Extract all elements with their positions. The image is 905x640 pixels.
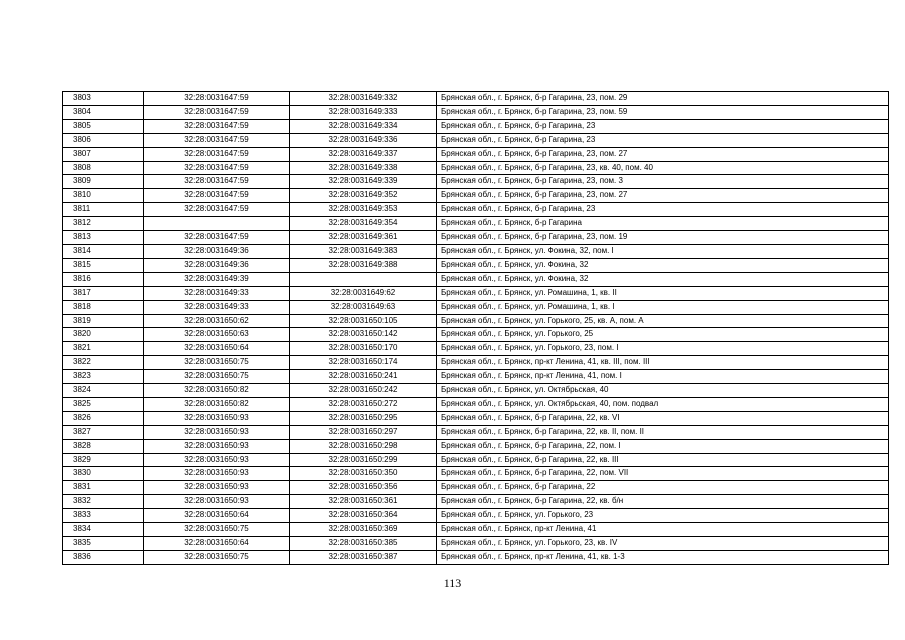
- object-cadastral-number-cell: 32:28:0031649:388: [290, 258, 437, 272]
- object-cadastral-number-cell: 32:28:0031649:337: [290, 147, 437, 161]
- address-cell: Брянская обл., г. Брянск, ул. Фокина, 32, пом. I: [437, 244, 889, 258]
- address-cell: Брянская обл., г. Брянск, пр-кт Ленина, 41: [437, 523, 889, 537]
- parcel-cadastral-number-cell: 32:28:0031650:63: [144, 328, 290, 342]
- object-cadastral-number-cell: 32:28:0031650:170: [290, 342, 437, 356]
- address-cell: Брянская обл., г. Брянск, ул. Ромашина, 1, кв. I: [437, 300, 889, 314]
- parcel-cadastral-number-cell: 32:28:0031650:93: [144, 453, 290, 467]
- address-cell: Брянская обл., г. Брянск, б-р Гагарина, 22: [437, 481, 889, 495]
- table-row: [63, 467, 889, 481]
- address-cell: Брянская обл., г. Брянск, б-р Гагарина, 23, пом. 29: [437, 92, 889, 106]
- table-row: [63, 481, 889, 495]
- object-cadastral-number-cell: 32:28:0031650:174: [290, 356, 437, 370]
- parcel-cadastral-number-cell: 32:28:0031650:93: [144, 495, 290, 509]
- object-cadastral-number-cell: 32:28:0031649:63: [290, 300, 437, 314]
- parcel-cadastral-number-cell: 32:28:0031650:62: [144, 314, 290, 328]
- row-number-cell: 3806: [63, 133, 144, 147]
- object-cadastral-number-cell: 32:28:0031650:272: [290, 397, 437, 411]
- table-row: [63, 286, 889, 300]
- address-cell: Брянская обл., г. Брянск, ул. Ромашина, 1, кв. II: [437, 286, 889, 300]
- address-cell: Брянская обл., г. Брянск, пр-кт Ленина, 41, кв. 1-3: [437, 550, 889, 564]
- page-number: 113: [443, 576, 462, 590]
- row-number-cell: 3822: [63, 356, 144, 370]
- row-number-cell: 3828: [63, 439, 144, 453]
- parcel-cadastral-number-cell: 32:28:0031649:39: [144, 272, 290, 286]
- parcel-cadastral-number-cell: 32:28:0031650:93: [144, 467, 290, 481]
- address-cell: Брянская обл., г. Брянск, б-р Гагарина, 23: [437, 203, 889, 217]
- object-cadastral-number-cell: 32:28:0031649:338: [290, 161, 437, 175]
- row-number-cell: 3809: [63, 175, 144, 189]
- address-cell: Брянская обл., г. Брянск, ул. Горького, 25, кв. А, пом. А: [437, 314, 889, 328]
- parcel-cadastral-number-cell: 32:28:0031647:59: [144, 161, 290, 175]
- object-cadastral-number-cell: [290, 272, 437, 286]
- parcel-cadastral-number-cell: 32:28:0031649:33: [144, 286, 290, 300]
- row-number-cell: 3820: [63, 328, 144, 342]
- address-cell: Брянская обл., г. Брянск, б-р Гагарина, 23, кв. 40, пом. 40: [437, 161, 889, 175]
- object-cadastral-number-cell: 32:28:0031649:339: [290, 175, 437, 189]
- parcel-cadastral-number-cell: 32:28:0031650:93: [144, 411, 290, 425]
- address-cell: Брянская обл., г. Брянск, ул. Октябрьская, 40: [437, 384, 889, 398]
- parcel-cadastral-number-cell: 32:28:0031647:59: [144, 147, 290, 161]
- table-row: [63, 217, 889, 231]
- object-cadastral-number-cell: 32:28:0031650:297: [290, 425, 437, 439]
- row-number-cell: 3826: [63, 411, 144, 425]
- object-cadastral-number-cell: 32:28:0031649:333: [290, 105, 437, 119]
- row-number-cell: 3832: [63, 495, 144, 509]
- table-row: [63, 523, 889, 537]
- row-number-cell: 3813: [63, 231, 144, 245]
- row-number-cell: 3824: [63, 384, 144, 398]
- address-cell: Брянская обл., г. Брянск, ул. Горького, 23, кв. IV: [437, 537, 889, 551]
- address-cell: Брянская обл., г. Брянск, б-р Гагарина, 22, кв. VI: [437, 411, 889, 425]
- object-cadastral-number-cell: 32:28:0031650:387: [290, 550, 437, 564]
- parcel-cadastral-number-cell: 32:28:0031647:59: [144, 231, 290, 245]
- object-cadastral-number-cell: 32:28:0031649:62: [290, 286, 437, 300]
- table-row: [63, 119, 889, 133]
- row-number-cell: 3810: [63, 189, 144, 203]
- row-number-cell: 3827: [63, 425, 144, 439]
- row-number-cell: 3818: [63, 300, 144, 314]
- table-row: [63, 397, 889, 411]
- table-row: [63, 272, 889, 286]
- address-cell: Брянская обл., г. Брянск, б-р Гагарина, 22, кв. II, пом. II: [437, 425, 889, 439]
- object-cadastral-number-cell: 32:28:0031649:354: [290, 217, 437, 231]
- row-number-cell: 3821: [63, 342, 144, 356]
- table-row: [63, 342, 889, 356]
- row-number-cell: 3833: [63, 509, 144, 523]
- object-cadastral-number-cell: 32:28:0031650:369: [290, 523, 437, 537]
- row-number-cell: 3835: [63, 537, 144, 551]
- parcel-cadastral-number-cell: 32:28:0031649:36: [144, 244, 290, 258]
- row-number-cell: 3836: [63, 550, 144, 564]
- row-number-cell: 3817: [63, 286, 144, 300]
- address-cell: Брянская обл., г. Брянск, б-р Гагарина, 22, кв. III: [437, 453, 889, 467]
- address-cell: Брянская обл., г. Брянск, б-р Гагарина, 23, пом. 19: [437, 231, 889, 245]
- address-cell: Брянская обл., г. Брянск, б-р Гагарина, 22, пом. VII: [437, 467, 889, 481]
- table-row: [63, 425, 889, 439]
- address-cell: Брянская обл., г. Брянск, б-р Гагарина, 23: [437, 119, 889, 133]
- object-cadastral-number-cell: 32:28:0031650:242: [290, 384, 437, 398]
- object-cadastral-number-cell: 32:28:0031649:336: [290, 133, 437, 147]
- table-row: [63, 495, 889, 509]
- table-row: [63, 509, 889, 523]
- row-number-cell: 3830: [63, 467, 144, 481]
- parcel-cadastral-number-cell: 32:28:0031647:59: [144, 105, 290, 119]
- object-cadastral-number-cell: 32:28:0031649:383: [290, 244, 437, 258]
- row-number-cell: 3825: [63, 397, 144, 411]
- row-number-cell: 3834: [63, 523, 144, 537]
- table-row: [63, 189, 889, 203]
- table-row: [63, 411, 889, 425]
- address-cell: Брянская обл., г. Брянск, ул. Горького, 23: [437, 509, 889, 523]
- address-cell: Брянская обл., г. Брянск, б-р Гагарина, 22, кв. б/н: [437, 495, 889, 509]
- object-cadastral-number-cell: 32:28:0031650:142: [290, 328, 437, 342]
- parcel-cadastral-number-cell: 32:28:0031650:75: [144, 550, 290, 564]
- parcel-cadastral-number-cell: [144, 217, 290, 231]
- address-cell: Брянская обл., г. Брянск, пр-кт Ленина, 41, кв. III, пом. III: [437, 356, 889, 370]
- object-cadastral-number-cell: 32:28:0031649:332: [290, 92, 437, 106]
- row-number-cell: 3815: [63, 258, 144, 272]
- parcel-cadastral-number-cell: 32:28:0031650:82: [144, 397, 290, 411]
- parcel-cadastral-number-cell: 32:28:0031649:33: [144, 300, 290, 314]
- parcel-cadastral-number-cell: 32:28:0031650:75: [144, 370, 290, 384]
- object-cadastral-number-cell: 32:28:0031649:361: [290, 231, 437, 245]
- address-cell: Брянская обл., г. Брянск, пр-кт Ленина, 41, пом. I: [437, 370, 889, 384]
- table-row: [63, 439, 889, 453]
- parcel-cadastral-number-cell: 32:28:0031650:75: [144, 523, 290, 537]
- table-row: [63, 92, 889, 106]
- table-row: [63, 133, 889, 147]
- object-cadastral-number-cell: 32:28:0031650:364: [290, 509, 437, 523]
- table-row: [63, 537, 889, 551]
- table-row: [63, 384, 889, 398]
- address-cell: Брянская обл., г. Брянск, б-р Гагарина: [437, 217, 889, 231]
- address-cell: Брянская обл., г. Брянск, б-р Гагарина, 23: [437, 133, 889, 147]
- table-row: [63, 328, 889, 342]
- table-row: [63, 258, 889, 272]
- parcel-cadastral-number-cell: 32:28:0031650:82: [144, 384, 290, 398]
- object-cadastral-number-cell: 32:28:0031650:298: [290, 439, 437, 453]
- address-cell: Брянская обл., г. Брянск, б-р Гагарина, 23, пом. 59: [437, 105, 889, 119]
- parcel-cadastral-number-cell: 32:28:0031647:59: [144, 175, 290, 189]
- address-cell: Брянская обл., г. Брянск, б-р Гагарина, 23, пом. 3: [437, 175, 889, 189]
- address-cell: Брянская обл., г. Брянск, ул. Горького, 25: [437, 328, 889, 342]
- table-row: [63, 147, 889, 161]
- row-number-cell: 3811: [63, 203, 144, 217]
- table-row: [63, 231, 889, 245]
- records-table-body: [63, 92, 889, 565]
- table-row: [63, 370, 889, 384]
- parcel-cadastral-number-cell: 32:28:0031650:93: [144, 481, 290, 495]
- object-cadastral-number-cell: 32:28:0031650:385: [290, 537, 437, 551]
- row-number-cell: 3829: [63, 453, 144, 467]
- address-cell: Брянская обл., г. Брянск, б-р Гагарина, 23, пом. 27: [437, 147, 889, 161]
- object-cadastral-number-cell: 32:28:0031650:241: [290, 370, 437, 384]
- row-number-cell: 3812: [63, 217, 144, 231]
- row-number-cell: 3805: [63, 119, 144, 133]
- table-row: [63, 203, 889, 217]
- table-row: [63, 550, 889, 564]
- row-number-cell: 3803: [63, 92, 144, 106]
- row-number-cell: 3816: [63, 272, 144, 286]
- table-row: [63, 161, 889, 175]
- address-cell: Брянская обл., г. Брянск, ул. Горького, 23, пом. I: [437, 342, 889, 356]
- table-row: [63, 356, 889, 370]
- object-cadastral-number-cell: 32:28:0031650:361: [290, 495, 437, 509]
- row-number-cell: 3804: [63, 105, 144, 119]
- object-cadastral-number-cell: 32:28:0031649:352: [290, 189, 437, 203]
- parcel-cadastral-number-cell: 32:28:0031647:59: [144, 189, 290, 203]
- object-cadastral-number-cell: 32:28:0031650:105: [290, 314, 437, 328]
- parcel-cadastral-number-cell: 32:28:0031647:59: [144, 133, 290, 147]
- object-cadastral-number-cell: 32:28:0031650:299: [290, 453, 437, 467]
- parcel-cadastral-number-cell: 32:28:0031647:59: [144, 119, 290, 133]
- row-number-cell: 3831: [63, 481, 144, 495]
- parcel-cadastral-number-cell: 32:28:0031650:64: [144, 509, 290, 523]
- row-number-cell: 3819: [63, 314, 144, 328]
- object-cadastral-number-cell: 32:28:0031650:295: [290, 411, 437, 425]
- row-number-cell: 3823: [63, 370, 144, 384]
- parcel-cadastral-number-cell: 32:28:0031650:93: [144, 439, 290, 453]
- address-cell: Брянская обл., г. Брянск, б-р Гагарина, 22, пом. I: [437, 439, 889, 453]
- parcel-cadastral-number-cell: 32:28:0031647:59: [144, 203, 290, 217]
- parcel-cadastral-number-cell: 32:28:0031650:64: [144, 537, 290, 551]
- parcel-cadastral-number-cell: 32:28:0031650:75: [144, 356, 290, 370]
- table-row: [63, 175, 889, 189]
- table-row: [63, 105, 889, 119]
- object-cadastral-number-cell: 32:28:0031649:353: [290, 203, 437, 217]
- object-cadastral-number-cell: 32:28:0031650:350: [290, 467, 437, 481]
- parcel-cadastral-number-cell: 32:28:0031647:59: [144, 92, 290, 106]
- parcel-cadastral-number-cell: 32:28:0031649:36: [144, 258, 290, 272]
- address-cell: Брянская обл., г. Брянск, б-р Гагарина, 23, пом. 27: [437, 189, 889, 203]
- records-table: [62, 91, 889, 565]
- parcel-cadastral-number-cell: 32:28:0031650:93: [144, 425, 290, 439]
- row-number-cell: 3808: [63, 161, 144, 175]
- row-number-cell: 3807: [63, 147, 144, 161]
- table-row: [63, 453, 889, 467]
- parcel-cadastral-number-cell: 32:28:0031650:64: [144, 342, 290, 356]
- address-cell: Брянская обл., г. Брянск, ул. Октябрьская, 40, пом. подвал: [437, 397, 889, 411]
- address-cell: Брянская обл., г. Брянск, ул. Фокина, 32: [437, 272, 889, 286]
- table-row: [63, 244, 889, 258]
- object-cadastral-number-cell: 32:28:0031650:356: [290, 481, 437, 495]
- table-row: [63, 300, 889, 314]
- address-cell: Брянская обл., г. Брянск, ул. Фокина, 32: [437, 258, 889, 272]
- table-row: [63, 314, 889, 328]
- row-number-cell: 3814: [63, 244, 144, 258]
- object-cadastral-number-cell: 32:28:0031649:334: [290, 119, 437, 133]
